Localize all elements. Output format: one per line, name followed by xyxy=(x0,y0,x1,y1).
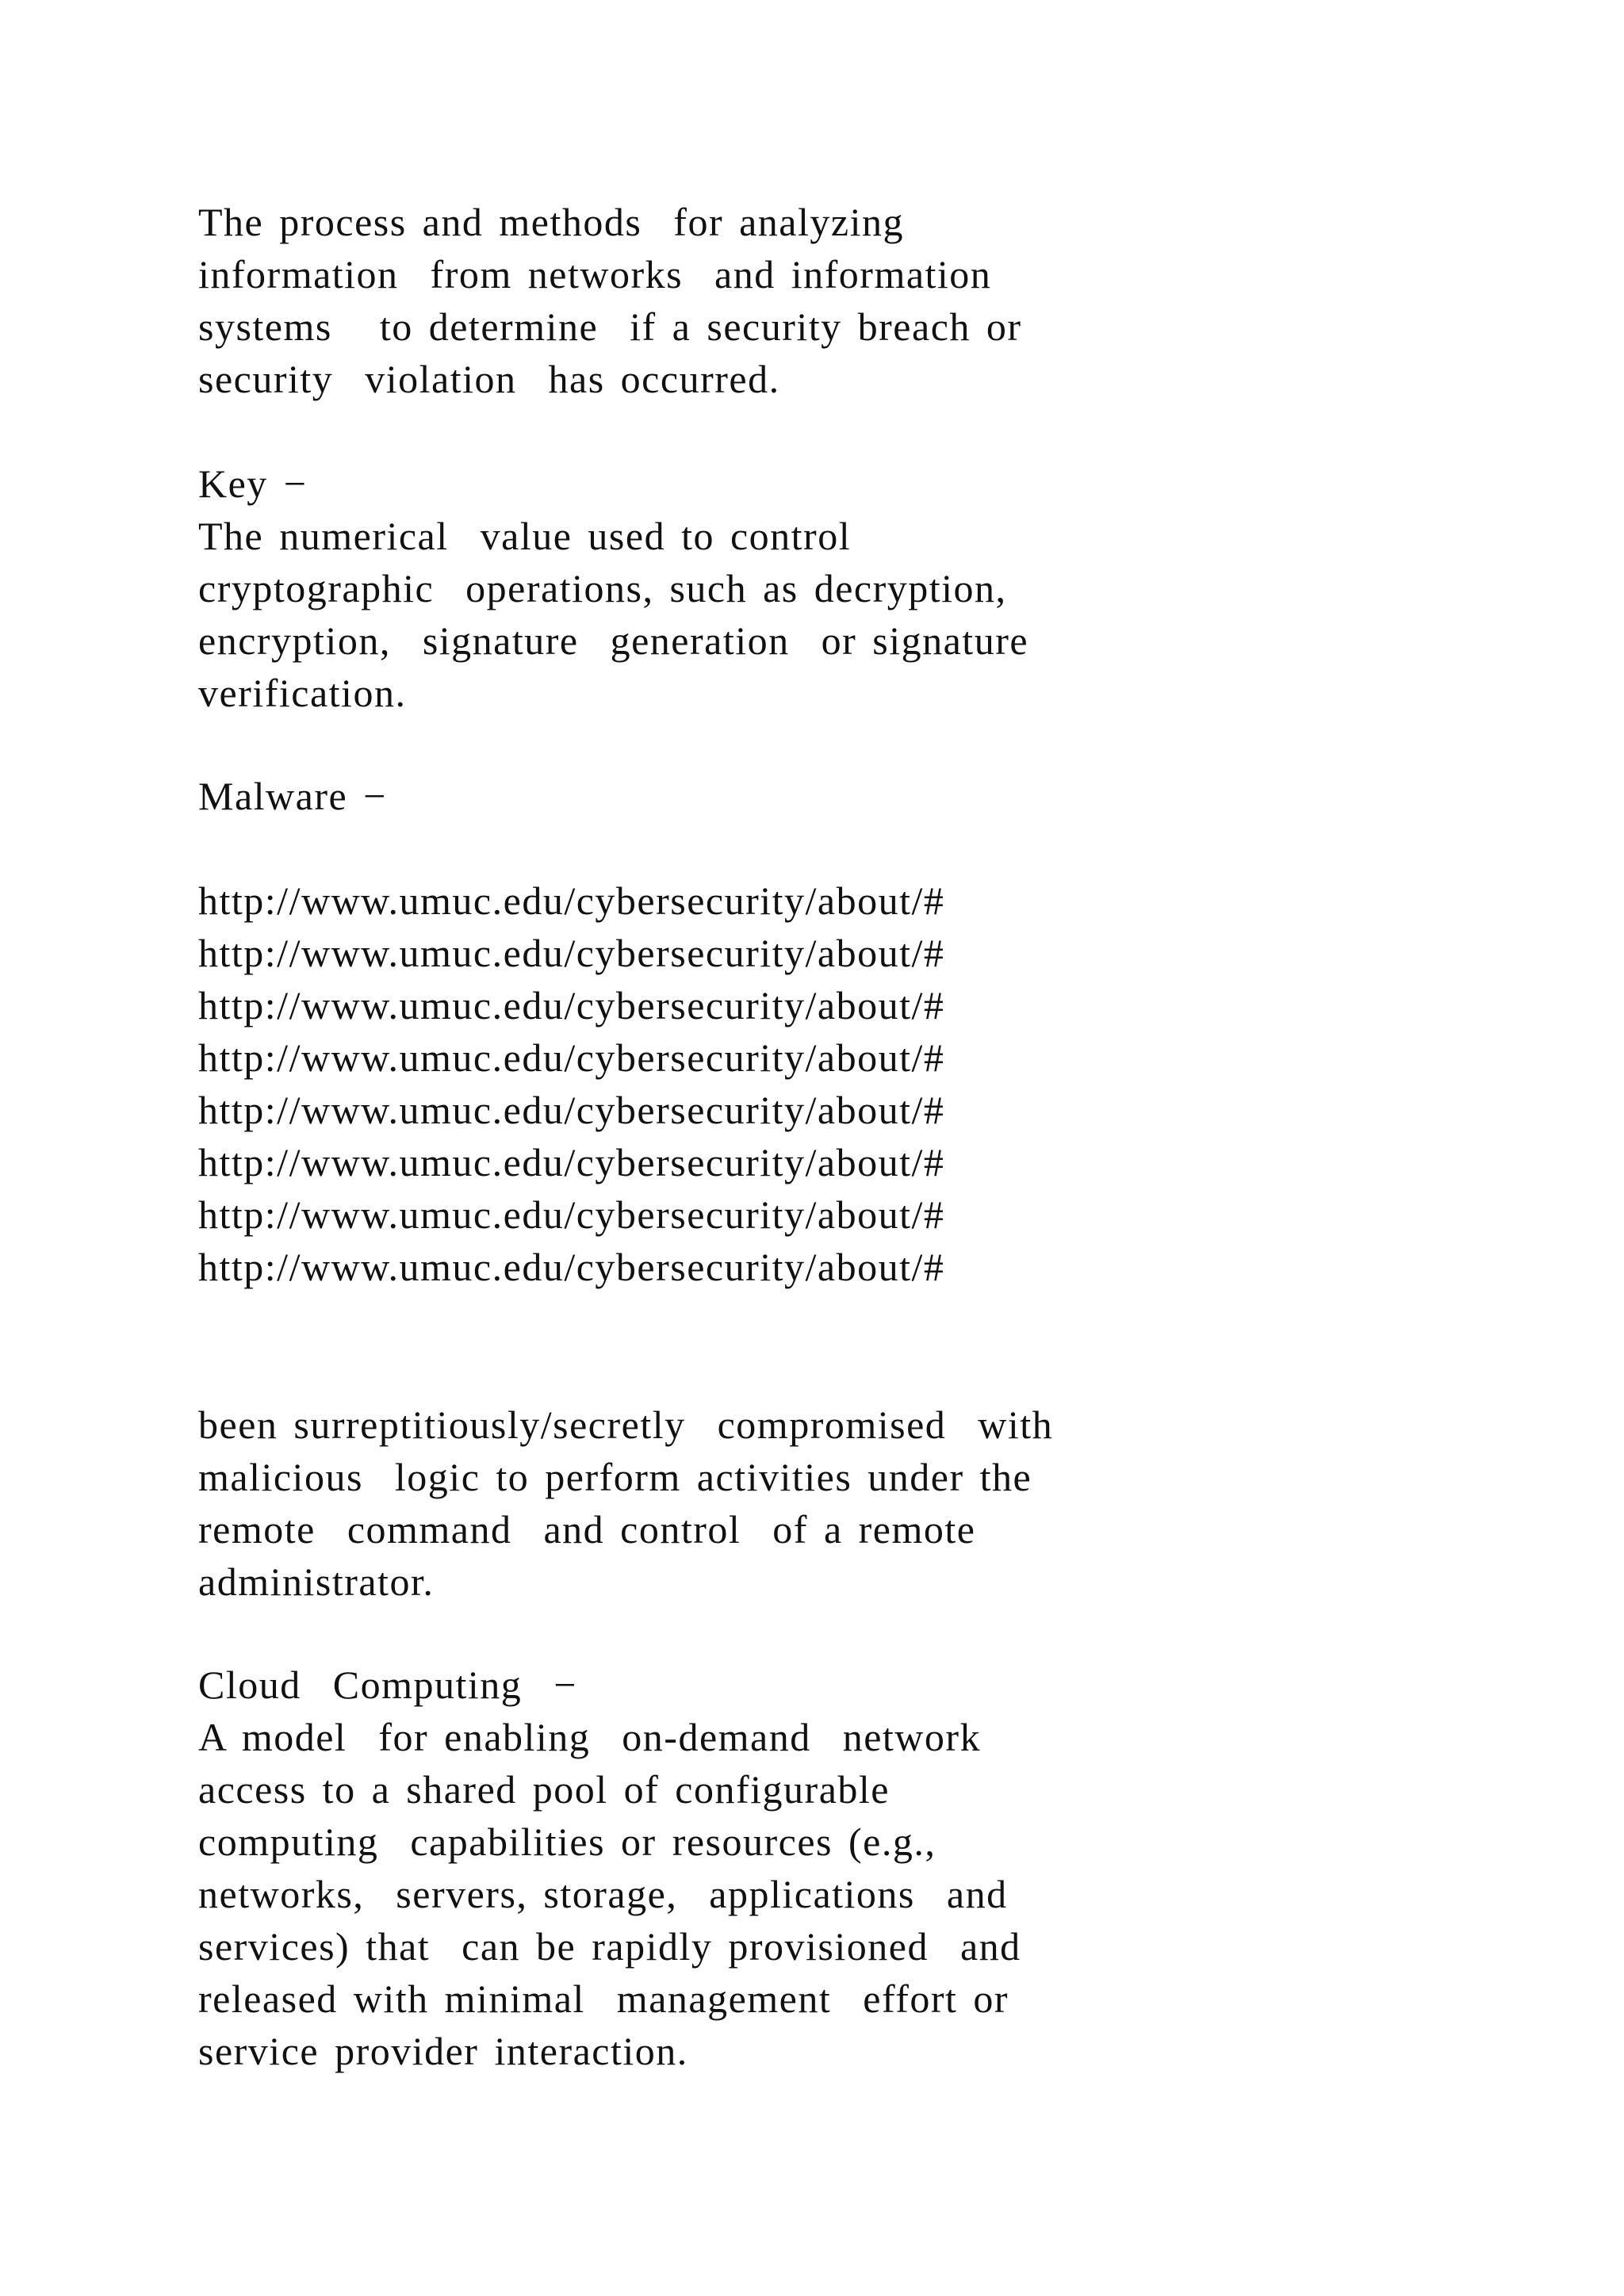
malware-definition xyxy=(198,770,1546,822)
term-heading-malware: Malware − xyxy=(198,774,387,818)
text-line: security violation has occurred. xyxy=(198,357,780,401)
link-list xyxy=(198,874,1546,1293)
text-line: malicious logic to perform activities under the xyxy=(198,1455,1032,1499)
text-line: released with minimal management effort or xyxy=(198,1976,1009,2021)
source-link[interactable]: http://www.umuc.edu/cybersecurity/about/# xyxy=(198,1140,945,1184)
source-link[interactable]: http://www.umuc.edu/cybersecurity/about/# xyxy=(198,878,945,923)
text-line: administrator. xyxy=(198,1559,435,1604)
text-line: access to a shared pool of configurable xyxy=(198,1767,890,1812)
text-line: cryptographic operations, such as decryption, xyxy=(198,566,1007,610)
text-line: services) that can be rapidly provisioned and xyxy=(198,1924,1021,1969)
source-link[interactable]: http://www.umuc.edu/cybersecurity/about/# xyxy=(198,1035,945,1080)
text-line: been surreptitiously/secretly compromised with xyxy=(198,1402,1054,1447)
text-line: The numerical value used to control xyxy=(198,514,852,558)
term-heading-key: Key − xyxy=(198,461,308,506)
text-line: A model for enabling on-demand network xyxy=(198,1715,982,1759)
term-heading-cloud-computing: Cloud Computing − xyxy=(198,1663,577,1707)
text-line: computing capabilities or resources (e.g., xyxy=(198,1820,936,1864)
text-line: systems to determine if a security breach or xyxy=(198,304,1022,349)
source-link[interactable]: http://www.umuc.edu/cybersecurity/about/# xyxy=(198,983,945,1027)
text-line: service provider interaction. xyxy=(198,2029,688,2073)
key-definition xyxy=(198,457,1546,719)
source-link[interactable]: http://www.umuc.edu/cybersecurity/about/# xyxy=(198,1245,945,1289)
source-link[interactable]: http://www.umuc.edu/cybersecurity/about/# xyxy=(198,1088,945,1132)
cloud-computing-definition xyxy=(198,1659,1546,2077)
text-line: information from networks and information xyxy=(198,252,992,297)
text-line: networks, servers, storage, applications and xyxy=(198,1872,1008,1916)
text-line: remote command and control of a remote xyxy=(198,1507,976,1552)
source-link[interactable]: http://www.umuc.edu/cybersecurity/about/# xyxy=(198,1192,945,1237)
text-line: The process and methods for analyzing xyxy=(198,200,904,244)
source-link[interactable]: http://www.umuc.edu/cybersecurity/about/# xyxy=(198,931,945,975)
text-line: verification. xyxy=(198,671,407,715)
compromised-paragraph xyxy=(198,1399,1546,1608)
text-line: encryption, signature generation or signature xyxy=(198,618,1029,663)
intro-paragraph xyxy=(198,196,1546,405)
